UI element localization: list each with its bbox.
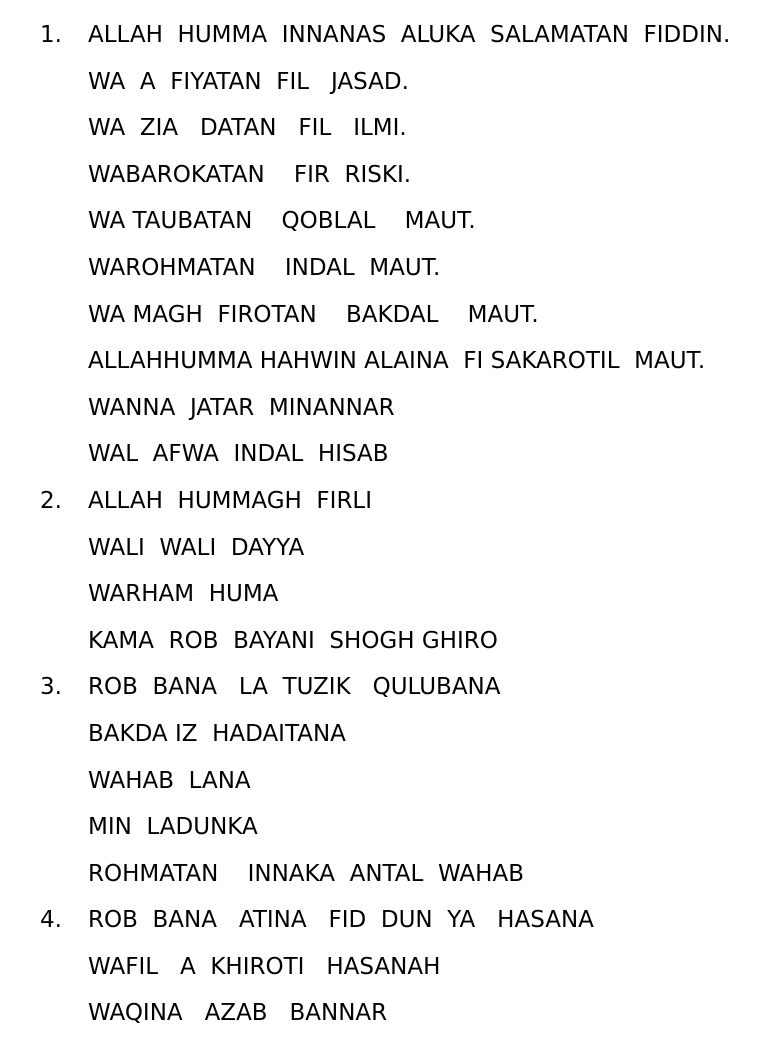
text-line [0,990,768,1037]
line-text: WAL AFWA INDAL HISAB [88,441,389,468]
text-line [0,758,768,805]
line-text: WAROHMATAN INDAL MAUT. [88,254,441,281]
line-text: ALLAH HUMMAGH FIRLI [88,487,373,514]
line-text: WAFIL A KHIROTI HASANAH [88,953,441,980]
text-line [0,152,768,199]
line-text: WARHAM HUMA [88,581,279,608]
text-line [0,478,768,525]
line-text: BAKDA IZ HADAITANA [88,720,346,747]
text-line [0,59,768,106]
text-line [0,944,768,991]
line-text: WA TAUBATAN QOBLAL MAUT. [88,208,476,235]
text-line [0,897,768,944]
text-line [0,105,768,152]
text-line [0,245,768,292]
item-number: 3. [40,674,62,701]
text-line [0,851,768,898]
line-text: ALLAH HUMMA INNANAS ALUKA SALAMATAN FIDDIN. [88,22,731,48]
line-text: WAQINA AZAB BANNAR [88,1000,388,1027]
line-text: WA ZIA DATAN FIL ILMI. [88,115,407,142]
line-text: ROB BANA LA TUZIK QULUBANA [88,674,501,701]
text-line [0,571,768,618]
line-text: WAHAB LANA [88,767,251,794]
text-line [0,385,768,432]
line-text: ROHMATAN INNAKA ANTAL WAHAB [88,860,524,887]
line-text: WANNA JATAR MINANNAR [88,394,395,421]
document-body [0,12,768,1037]
text-line [0,292,768,339]
line-text: KAMA ROB BAYANI SHOGH GHIRO [88,627,498,654]
item-number: 1. [40,22,62,48]
line-text: ROB BANA ATINA FID DUN YA HASANA [88,907,594,934]
line-text: WALI WALI DAYYA [88,534,305,561]
text-line [0,338,768,385]
text-line [0,431,768,478]
text-line [0,12,768,59]
text-line [0,711,768,758]
item-number: 2. [40,487,62,514]
text-line [0,664,768,711]
line-text: MIN LADUNKA [88,814,258,841]
line-text: ALLAHHUMMA HAHWIN ALAINA FI SAKAROTIL MAUT. [88,348,706,375]
line-text: WA MAGH FIROTAN BAKDAL MAUT. [88,301,539,328]
text-line [0,618,768,665]
line-text: WABAROKATAN FIR RISKI. [88,161,412,188]
line-text: WA A FIYATAN FIL JASAD. [88,68,409,95]
text-line [0,804,768,851]
text-line [0,198,768,245]
item-number: 4. [40,907,62,934]
text-line [0,525,768,572]
